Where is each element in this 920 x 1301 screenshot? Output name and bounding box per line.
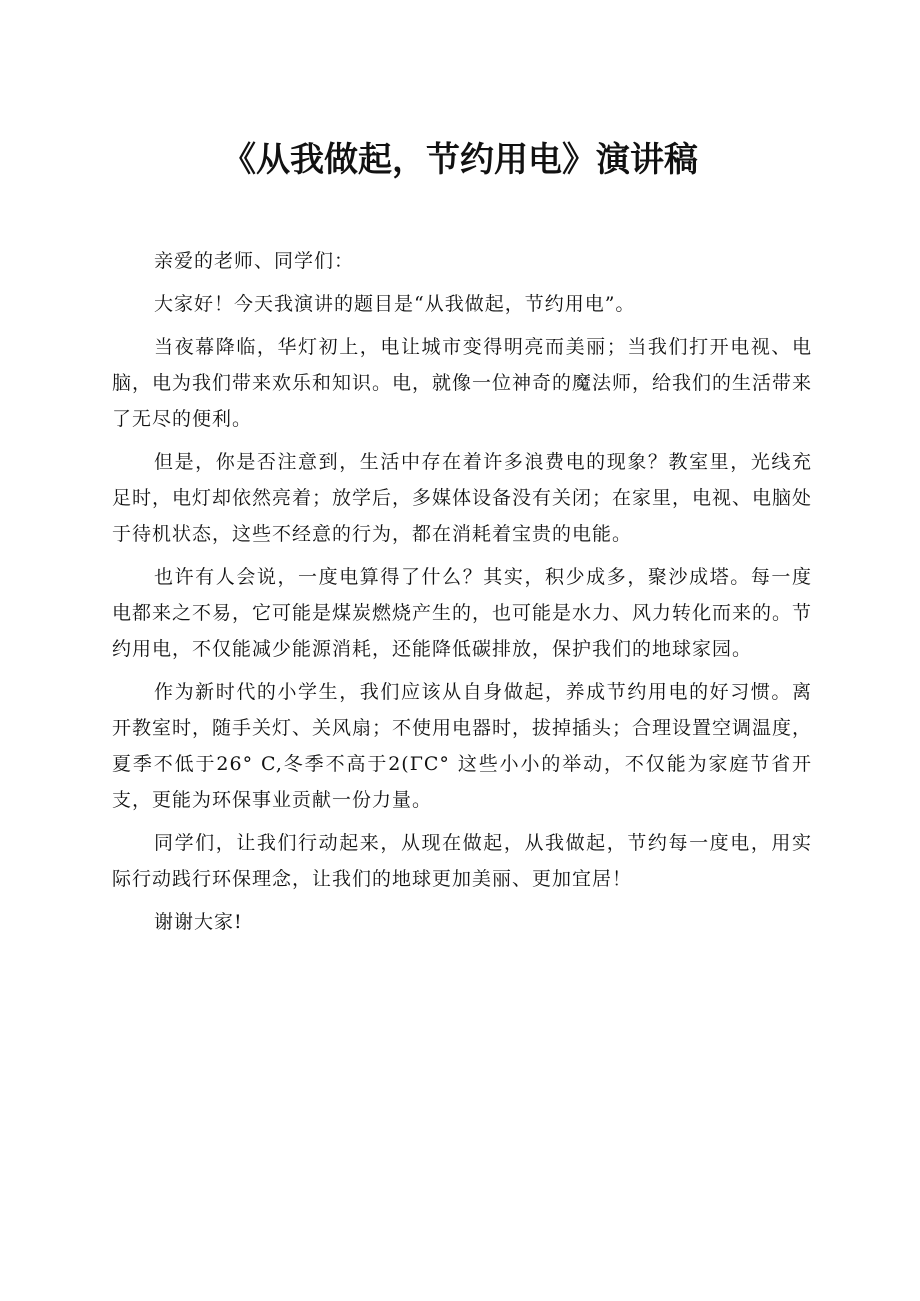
paragraph-waste: 但是，你是否注意到，生活中存在着许多浪费电的现象？教室里，光线充足时，电灯却依然亮着；放学后，多媒体设备没有关闭；在家里，电视、电脑处于待机状态，这些不经意的行为，都在消耗着宝贵的电能。: [112, 451, 813, 545]
closing: 谢谢大家!: [154, 911, 243, 933]
paragraph-call-to-action: 同学们，让我们行动起来，从现在做起，从我做起，节约每一度电，用实际行动践行环保理念，让我们的地球更加美丽、更加宜居！: [112, 832, 812, 890]
paragraph-greeting: 大家好！今天我演讲的题目是“从我做起，节约用电”。: [154, 293, 636, 315]
paragraph-importance: 也许有人会说，一度电算得了什么？其实，积少成多，聚沙成塔。每一度电都来之不易，它可能是煤炭燃烧产生的，也可能是水力、风力转化而来的。节约用电，不仅能减少能源消耗，还能降低碳排放，保护我们的地球家园。: [112, 566, 813, 660]
paragraph-actions: 作为新时代的小学生，我们应该从自身做起，养成节约用电的好习惯。离开教室时，随手关灯、关风扇；不使用电器时，拔掉插头；合理设置空调温度，夏季不低于26° C,冬季不高于2(ΓC° 这些小小的举动，不仅能为家庭节省开支，更能为环保事业贡献一份力量。: [112, 681, 813, 811]
document-body: [112, 243, 812, 947]
document-title: 《从我做起，节约用电》演讲稿: [222, 140, 698, 180]
salutation: 亲爱的老师、同学们：: [154, 250, 355, 272]
paragraph-intro: 当夜幕降临，华灯初上，电让城市变得明亮而美丽；当我们打开电视、电脑，电为我们带来欢乐和知识。电，就像一位神奇的魔法师，给我们的生活带来了无尽的便利。: [112, 336, 813, 430]
